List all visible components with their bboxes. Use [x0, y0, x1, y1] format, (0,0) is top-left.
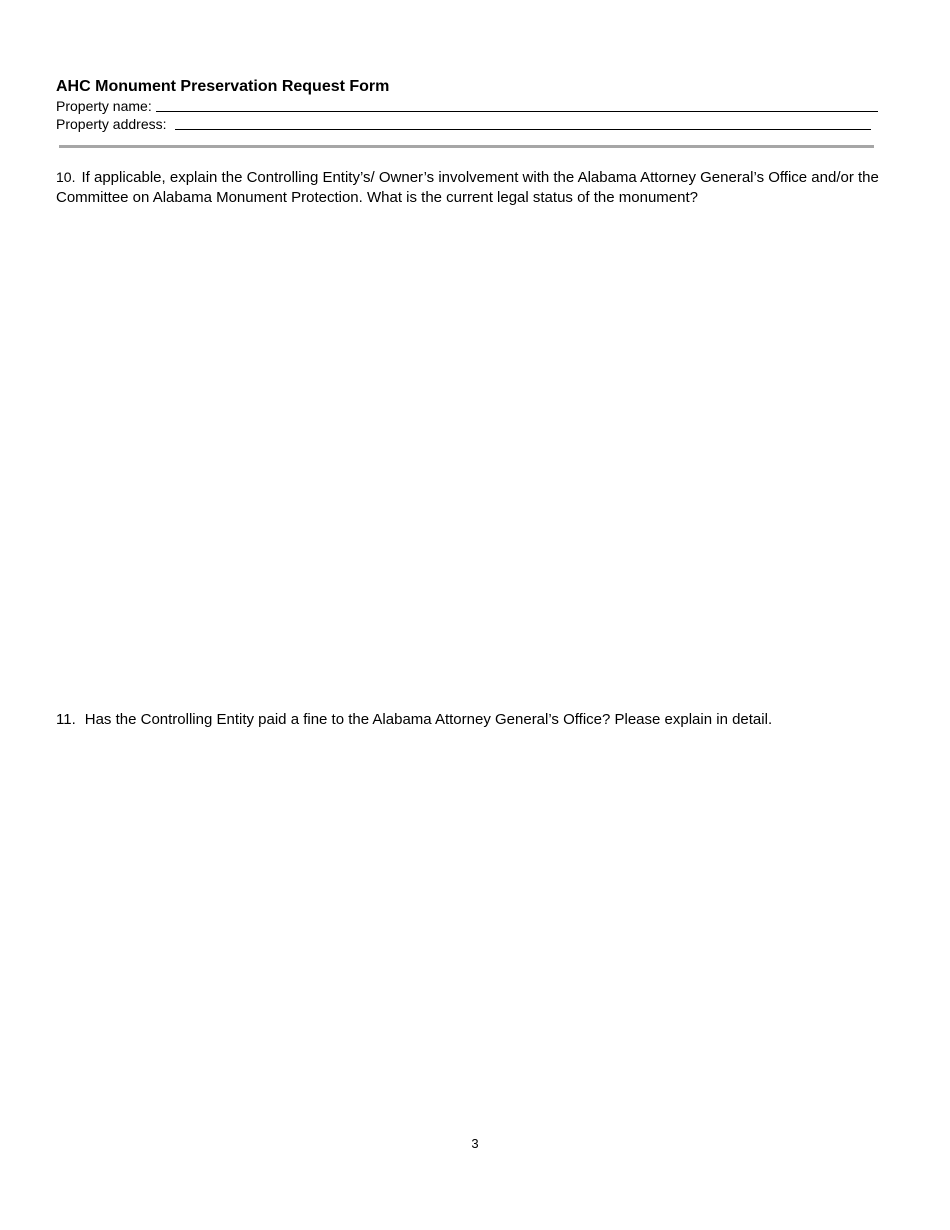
header-divider	[59, 145, 874, 148]
question-11-text: Has the Controlling Entity paid a fine to the Alabama Attorney General’s Office? Please explain in detail.	[84, 711, 773, 728]
question-10-number: 10.	[56, 169, 76, 185]
property-name-field[interactable]	[156, 111, 878, 112]
property-name-label: Property name:	[56, 98, 152, 114]
property-address-field[interactable]	[175, 129, 872, 130]
question-10-text: If applicable, explain the Controlling Entity’s/ Owner’s involvement with the Alabama Attorney General’s Office and/or the Committee on Alabama Monument Protection. What is the current legal status of the monument?	[56, 169, 879, 206]
question-10	[56, 167, 906, 208]
question-11	[56, 710, 906, 730]
form-title: AHC Monument Preservation Request Form	[56, 78, 390, 95]
property-address-label: Property address:	[56, 116, 167, 132]
question-11-number: 11.	[56, 711, 76, 728]
property-name-row	[56, 97, 878, 115]
page-number: 3	[471, 1136, 479, 1151]
property-address-row	[56, 115, 871, 133]
